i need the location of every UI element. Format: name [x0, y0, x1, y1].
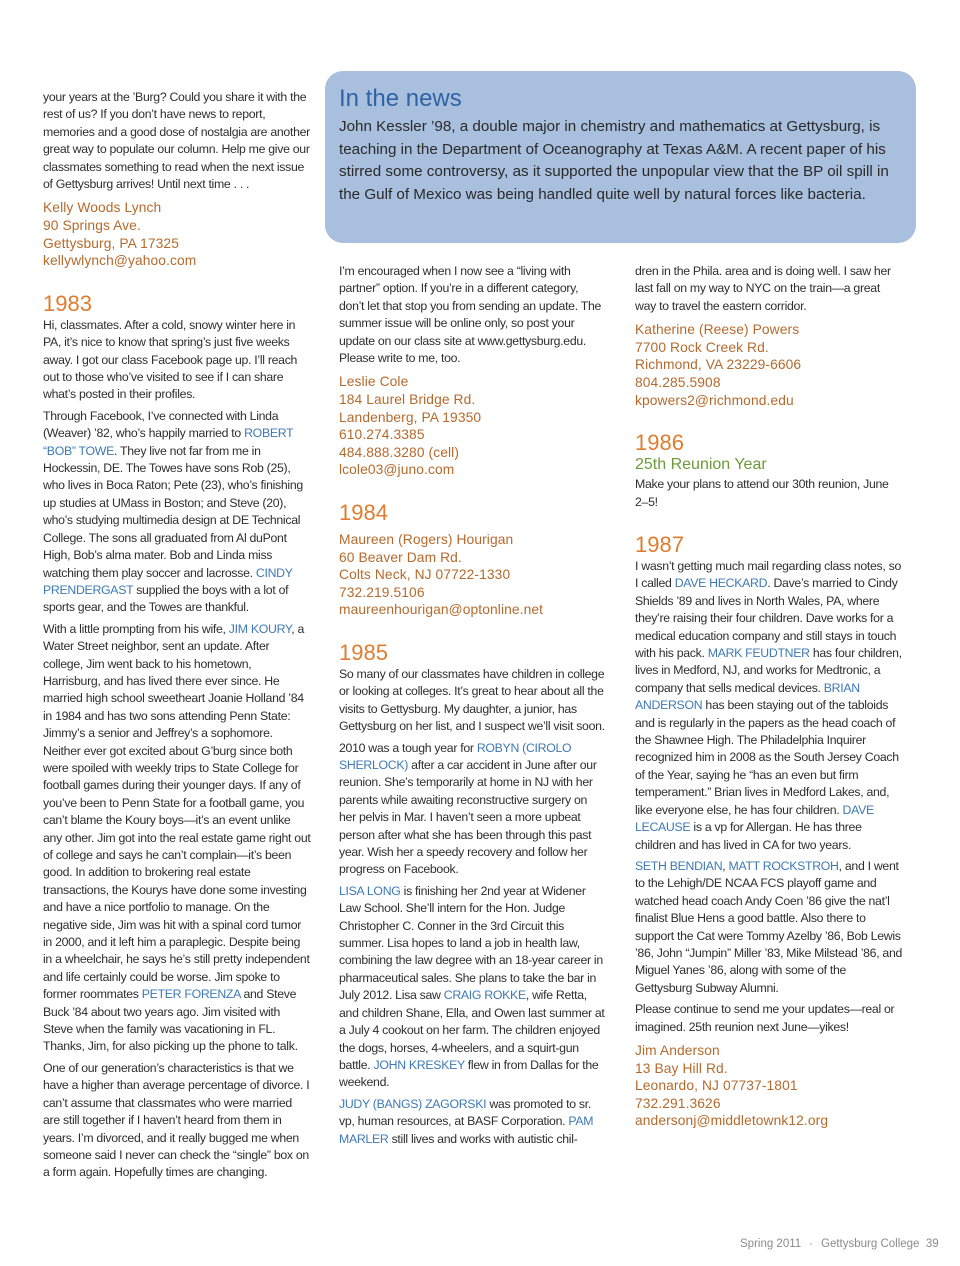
address-line: Gettysburg, PA 17325	[43, 235, 179, 251]
address-kelly-lynch	[43, 199, 311, 269]
paragraph: I’m encouraged when I now see a “living with partner” option. If you’re in a different category, don’t let that stop you from sending an update. The summer issue will be online only, so post your update on our class site at www.gettysburg.edu. Please write to me, too.	[339, 264, 602, 366]
column-middle	[339, 263, 606, 1152]
address-line: Landenberg, PA 19350	[339, 409, 482, 425]
paragraph: 2010 was a tough year for ROBYN (CIROLO SHERLOCK) after a car accident in June after our reunion. She’s temporarily at home in NJ with her parents while awaiting reconstructive surgery on her pelvis in Mar. I haven’t seen a more upbeat person after what she has been through this past year. Wish her a speedy recovery and follow her progress on Facebook.	[339, 740, 597, 877]
in-the-news-box	[325, 71, 916, 243]
address-leslie-cole	[339, 373, 606, 479]
news-body: John Kessler ’98, a double major in chemistry and mathematics at Gettysburg, is teaching in the Department of Oceanography at Texas A&M. A recent paper of his stirred some controversy, as it supported the unpopular view that the BP oil spill in the Gulf of Mexico was being handled quite well by natural forces like bacteria.	[339, 118, 889, 203]
phone-line: 484.888.3280 (cell)	[339, 444, 460, 460]
address-line: Kelly Woods Lynch	[43, 200, 162, 216]
year-heading-1987: 1987	[635, 532, 684, 557]
page-number: 39	[925, 1238, 939, 1250]
address-line: Katherine (Reese) Powers	[635, 322, 800, 338]
classmate-name: DAVE HECKARD	[674, 576, 768, 591]
address-line: Maureen (Rogers) Hourigan	[339, 532, 514, 547]
issue-label: Spring 2011	[740, 1238, 802, 1250]
classmate-name: CRAIG ROKKE	[443, 988, 526, 1003]
address-maureen-hourigan	[339, 531, 606, 619]
paragraph: Please continue to send me your updates—real or imagined. 25th reunion next June—yikes!	[635, 1002, 895, 1034]
phone-line: 610.274.3385	[339, 427, 425, 443]
year-heading-1985: 1985	[339, 639, 388, 665]
classmate-name: ROBERT “BOB” TOWE	[43, 426, 294, 458]
classmate-name: JUDY (BANGS) ZAGORSKI	[339, 1096, 487, 1111]
classmate-name: ROBYN (CIROLO SHERLOCK)	[339, 740, 572, 772]
classmate-name: MARK FEUDTNER	[707, 646, 810, 661]
intro-paragraph: your years at the ’Burg? Could you share it with the rest of us? If you don’t have news to report, memories and a good dose of nostalgia are another great way to populate our column. Help me give our classmates something to read when the next issue of Gettysburg arrives! Until next time . . .	[43, 90, 310, 192]
address-katherine-powers	[635, 321, 903, 409]
column-right	[635, 263, 903, 1132]
classmate-name: MATT ROCKSTROH	[728, 858, 839, 873]
classmate-name: PETER FORENZA	[141, 987, 241, 1002]
address-line: Leonardo, NJ 07737-1801	[635, 1078, 798, 1094]
reunion-subheading: 25th Reunion Year	[635, 456, 767, 474]
address-line: Leslie Cole	[339, 374, 409, 390]
email-link[interactable]: kpowers2@richmond.edu	[635, 392, 794, 408]
year-heading-1983: 1983	[43, 290, 92, 316]
classmate-name: JIM KOURY	[228, 621, 292, 636]
classmate-name: JOHN KRESKEY	[373, 1057, 465, 1072]
email-link[interactable]: lcole03@juno.com	[339, 462, 455, 478]
email-link[interactable]: kellywlynch@yahoo.com	[43, 253, 197, 269]
address-jim-anderson	[635, 1042, 903, 1130]
paragraph: Make your plans to attend our 30th reunion, June 2–5!	[635, 477, 889, 509]
classmate-name: LISA LONG	[339, 883, 401, 898]
page-footer	[740, 1238, 940, 1250]
address-line: Colts Neck, NJ 07722-1330	[339, 567, 511, 583]
classmate-name: PAM MARLER	[339, 1114, 594, 1146]
paragraph: One of our generation’s characteristics is that we have a higher than average percentage of divorce. I can’t assume that classmates who were married are still together if I haven’t heard from them in years. I’m divorced, and it really bugged me when someone said I never can check the “single” box on a form again. Hopefully times are changing.	[43, 1060, 310, 1180]
address-line: Jim Anderson	[635, 1042, 720, 1058]
address-line: 184 Laurel Bridge Rd.	[339, 392, 476, 408]
publication-name: Gettysburg College	[821, 1238, 920, 1250]
classmate-name: BRIAN ANDERSON	[635, 680, 860, 713]
paragraph: With a little prompting from his wife, JIM KOURY, a Water Street neighbor, sent an update. After college, Jim went back to his hometown, Harrisburg, and has lived there ever since. He married high school sweetheart Joanie Holland ’84 in 1984 and has two sons attending Penn State: Jimmy’s a senior and Jeffrey’s a sophomore. Neither ever got excited about G’burg since both were spoiled with weekly trips to State College for football games during their younger days. If any of you’ve been to Penn State for a football game, you can’t blame the Koury boys—it’s an event unlike any other. Jim got into the real estate game right out of college and says he can’t complain—it’s been good. In addition to brokering real estate transactions, the Kourys have done some investing and have a nice portfolio to manage. On the negative side, Jim was hit with a spinal cord tumor in 2000, and it left him a paraplegic. Despite being in a wheelchair, he says he’s still pretty independent and life certainly could be worse. Jim spoke to former roommates PETER FORENZA and Steve Buck ’84 about two years ago. Jim visited with Steve when the family was vacationing in FL. Thanks, Jim, for also picking up the phone to talk.	[43, 621, 311, 1054]
paragraph: So many of our classmates have children in college or looking at colleges. It’s great to hear about all the visits to Gettysburg. My daughter, a junior, has Gettysburg on her list, and I suspect we’ll visit soon.	[339, 666, 605, 734]
classmate-name: SETH BENDIAN	[635, 858, 723, 873]
phone-line: 732.291.3626	[635, 1095, 721, 1111]
email-link[interactable]: andersonj@middletownk12.org	[635, 1113, 829, 1129]
classmate-name: CINDY PRENDERGAST	[43, 565, 293, 597]
address-line: 90 Springs Ave.	[43, 218, 141, 234]
address-line: 7700 Rock Creek Rd.	[635, 339, 769, 355]
news-title: In the news	[339, 85, 462, 112]
year-heading-1984: 1984	[339, 500, 388, 525]
paragraph: Hi, classmates. After a cold, snowy winter here in PA, it’s nice to know that spring’s just five weeks away. I got our class Facebook page up. I’ll reach out to those who’ve visited to see if I can share what’s posted in their profiles.	[43, 317, 298, 402]
paragraph: Through Facebook, I’ve connected with Linda (Weaver) ’82, who’s happily married to ROBERT “BOB” TOWE. They live not far from me in Hockessin, DE. The Towes have sons Rob (25), who lives in Boca Raton; Pete (23), who’s finishing up studies at UMass in Boston; and Steve (20), who’s studying multimedia design at DE Technical College. The sons all graduated from Al duPont High, Bob’s alma mater. Bob and Linda miss watching them play soccer and lacrosse. CINDY PRENDERGAST supplied the boys with a lot of sports gear, and the Towes are thankful.	[43, 408, 303, 615]
paragraph: dren in the Phila. area and is doing well. I saw her last fall on my way to NYC on the train—a great way to travel the eastern corridor.	[635, 264, 891, 313]
address-line: 60 Beaver Dam Rd.	[339, 549, 462, 565]
classmate-name: DAVE LECAUSE	[635, 802, 874, 835]
year-heading-1986: 1986	[635, 430, 684, 456]
email-link[interactable]: maureenhourigan@optonline.net	[339, 602, 544, 618]
paragraph: LISA LONG is finishing her 2nd year at Widener Law School. She’ll intern for the Hon. Judge Christopher C. Conner in the 3rd Circuit this summer. Lisa hopes to land a job in health law, combining the law degree with an 18-year career in pharmaceutical sales. She plans to take the bar in July 2012. Lisa saw CRAIG ROKKE, wife Retta, and children Shane, Ella, and Owen last summer at a July 4 cookout on her farm. The children enjoyed the dogs, horses, 4-wheelers, and a squirt-gun battle. JOHN KRESKEY flew in from Dallas for the weekend.	[339, 883, 605, 1090]
phone-line: 732.219.5106	[339, 584, 425, 600]
address-line: 13 Bay Hill Rd.	[635, 1060, 728, 1076]
paragraph: I wasn’t getting much mail regarding class notes, so I called DAVE HECKARD. Dave’s married to Cindy Shields ’89 and lives in North Wales, PA, where they’re raising their four children. Dave works for a medical education company and still stays in touch with his pack. MARK FEUDTNER has four children, lives in Medford, NJ, and works for Medtronic, a company that sells medical devices. BRIAN ANDERSON has been staying out of the tabloids and is regularly in the papers as the head coach of the Shawnee High. The Philadelphia Inquirer recognized him in 2008 as the South Jersey Coach of the Year, saying he “has an even but firm temperament.” Brian lives in Medford Lakes, and, like everyone else, he has four children. DAVE LECAUSE is a vp for Allergan. He has three children and has lived in CA for two years.	[635, 559, 902, 852]
paragraph: JUDY (BANGS) ZAGORSKI was promoted to sr. vp, human resources, at BASF Corporation. PAM MARLER still lives and works with autistic chil-	[339, 1096, 594, 1146]
address-line: Richmond, VA 23229-6606	[635, 357, 802, 373]
paragraph: SETH BENDIAN, MATT ROCKSTROH, and I went to the Lehigh/DE NCAA FCS playoff game and watched head coach Andy Coen ’86 give the nat’l finalist Blue Hens a good battle. Also there to support the Cat were Tommy Azelby ’86, Bob Lewis ’86, John “Jumpin” Miller ’83, Mike Milstead ’86, and Miguel Yanes ’86, along with some of the Gettysburg Subway Alumni.	[635, 858, 903, 995]
separator-dot: ·	[809, 1238, 814, 1250]
phone-line: 804.285.5908	[635, 375, 721, 390]
column-left	[43, 89, 311, 1186]
